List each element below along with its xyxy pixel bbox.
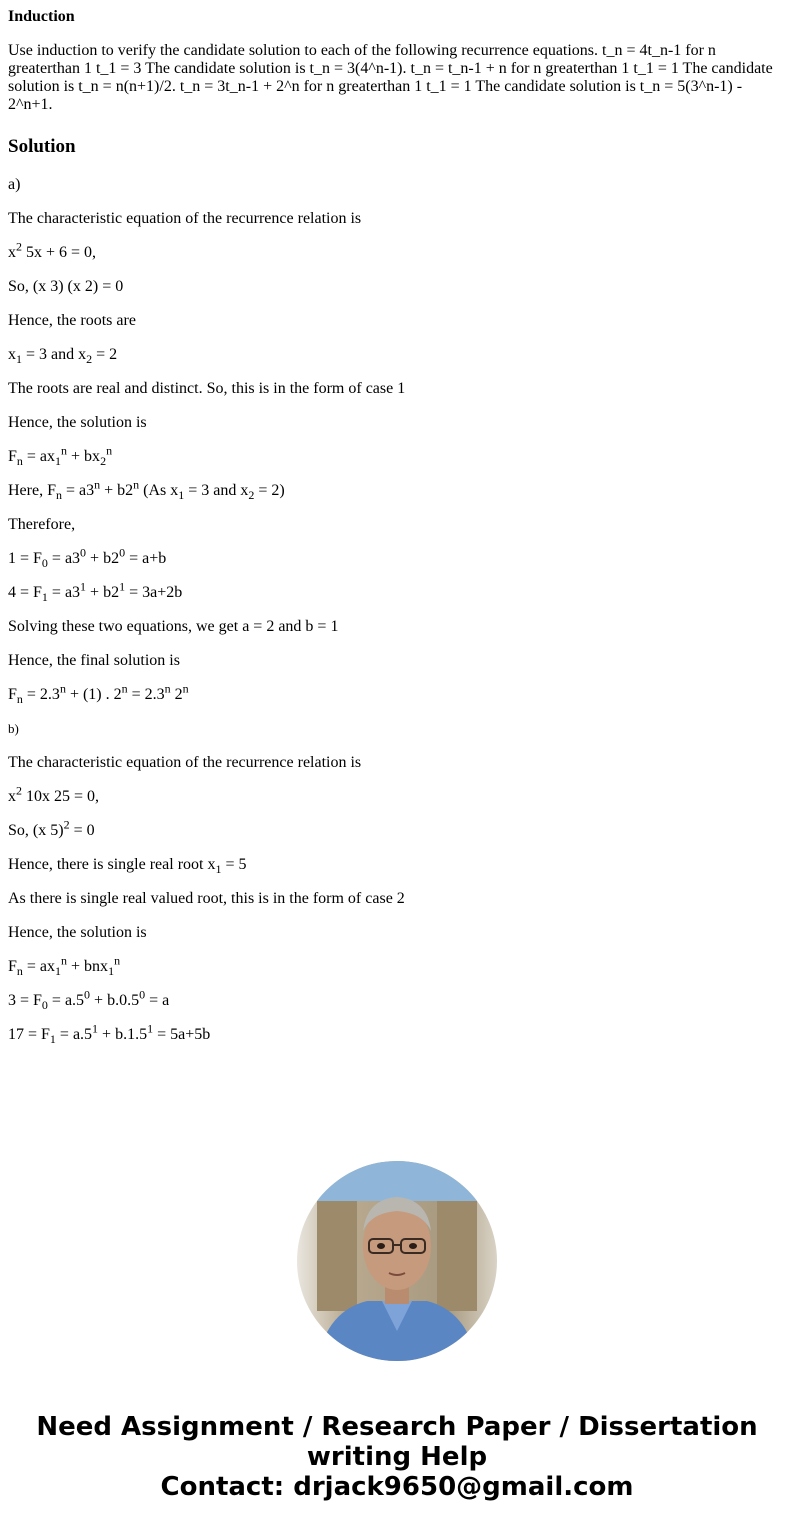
solution-line: As there is single real valued root, this is in the form of case 2 xyxy=(8,890,405,907)
solution-line: b) xyxy=(8,721,19,736)
question-title: Induction xyxy=(8,8,75,25)
solution-line: Hence, there is single real root $x_1 = 5$ xyxy=(8,856,247,877)
solution-line: Solving these two equations, we get a = 2 and b = 1 xyxy=(8,618,339,635)
solution-line: Here, $F_n = a3^n + b2^n$ (As $x_1 = 3$ and $x_2 = 2$) xyxy=(8,477,285,503)
promo-contact: Contact: drjack9650@gmail.com xyxy=(160,1472,634,1502)
author-avatar xyxy=(297,1161,497,1361)
author-photo xyxy=(297,1161,497,1361)
solution-line: $17 = F_1 = a.5^1 + b.1.5^1 = 5a+5b$ xyxy=(8,1021,211,1047)
solution-line: $4 = F_1 = a3^1 + b2^1 = 3a+2b$ xyxy=(8,579,183,605)
solution-line: The characteristic equation of the recurrence relation is xyxy=(8,210,362,227)
solution-line: $3 = F_0 = a.5^0 + b.0.5^0 = a$ xyxy=(8,987,170,1013)
solution-line: $F_n = ax_1^n + bnx_1^n$ xyxy=(8,953,121,979)
solution-line: $x^2$ 10x 25 = 0, xyxy=(8,783,100,805)
question-body: Use induction to verify the candidate solution to each of the following recurrence equations. t_n = 4t_n-1 for n greaterthan 1 t_1 = 3 The candidate solution is t_n = 3(4^n-1). t_n = t_n-1 + n for n greaterthan 1 t_1 = 1 The candidate solution is t_n = n(n+1)/2. t_n = 3t_n-1 + 2^n for n greaterthan 1 t_1 = 1 The candidate solution is t_n = 5(3^n-1) - 2^n+1. xyxy=(8,42,773,113)
solution-line: $F_n = ax_1^n + bx_2^n$ xyxy=(8,443,113,469)
solution-line: a) xyxy=(8,176,21,193)
promo-line-1: Need Assignment / Research Paper / Dissertation xyxy=(36,1412,758,1442)
solution-line: Hence, the roots are xyxy=(8,312,136,329)
solution-line: Hence, the solution is xyxy=(8,924,147,941)
solution-line: So, (x 3) (x 2) = 0 xyxy=(8,278,124,295)
solution-body xyxy=(8,176,786,1047)
promo-footer xyxy=(0,1412,794,1502)
solution-line: So, (x 5)$^2$ = 0 xyxy=(8,817,95,839)
solution-line: Hence, the solution is xyxy=(8,414,147,431)
solution-heading: Solution xyxy=(8,136,76,157)
solution-line: $x^2$ 5x + 6 = 0, xyxy=(8,239,97,261)
promo-line-2: writing Help xyxy=(306,1442,488,1472)
solution-line: $F_n = 2.3^n + (1)$ . $2^n = 2.3^n$ 2$^n$ xyxy=(8,681,189,707)
solution-line: Therefore, xyxy=(8,516,76,533)
solution-line: $x_1 = 3$ and $x_2 = 2$ xyxy=(8,346,118,367)
solution-line: The characteristic equation of the recurrence relation is xyxy=(8,754,362,771)
solution-line: The roots are real and distinct. So, this is in the form of case 1 xyxy=(8,380,406,397)
solution-line: $1 = F_0 = a3^0 + b2^0 = a+b$ xyxy=(8,545,167,571)
solution-line: Hence, the final solution is xyxy=(8,652,180,669)
document xyxy=(0,8,794,1047)
